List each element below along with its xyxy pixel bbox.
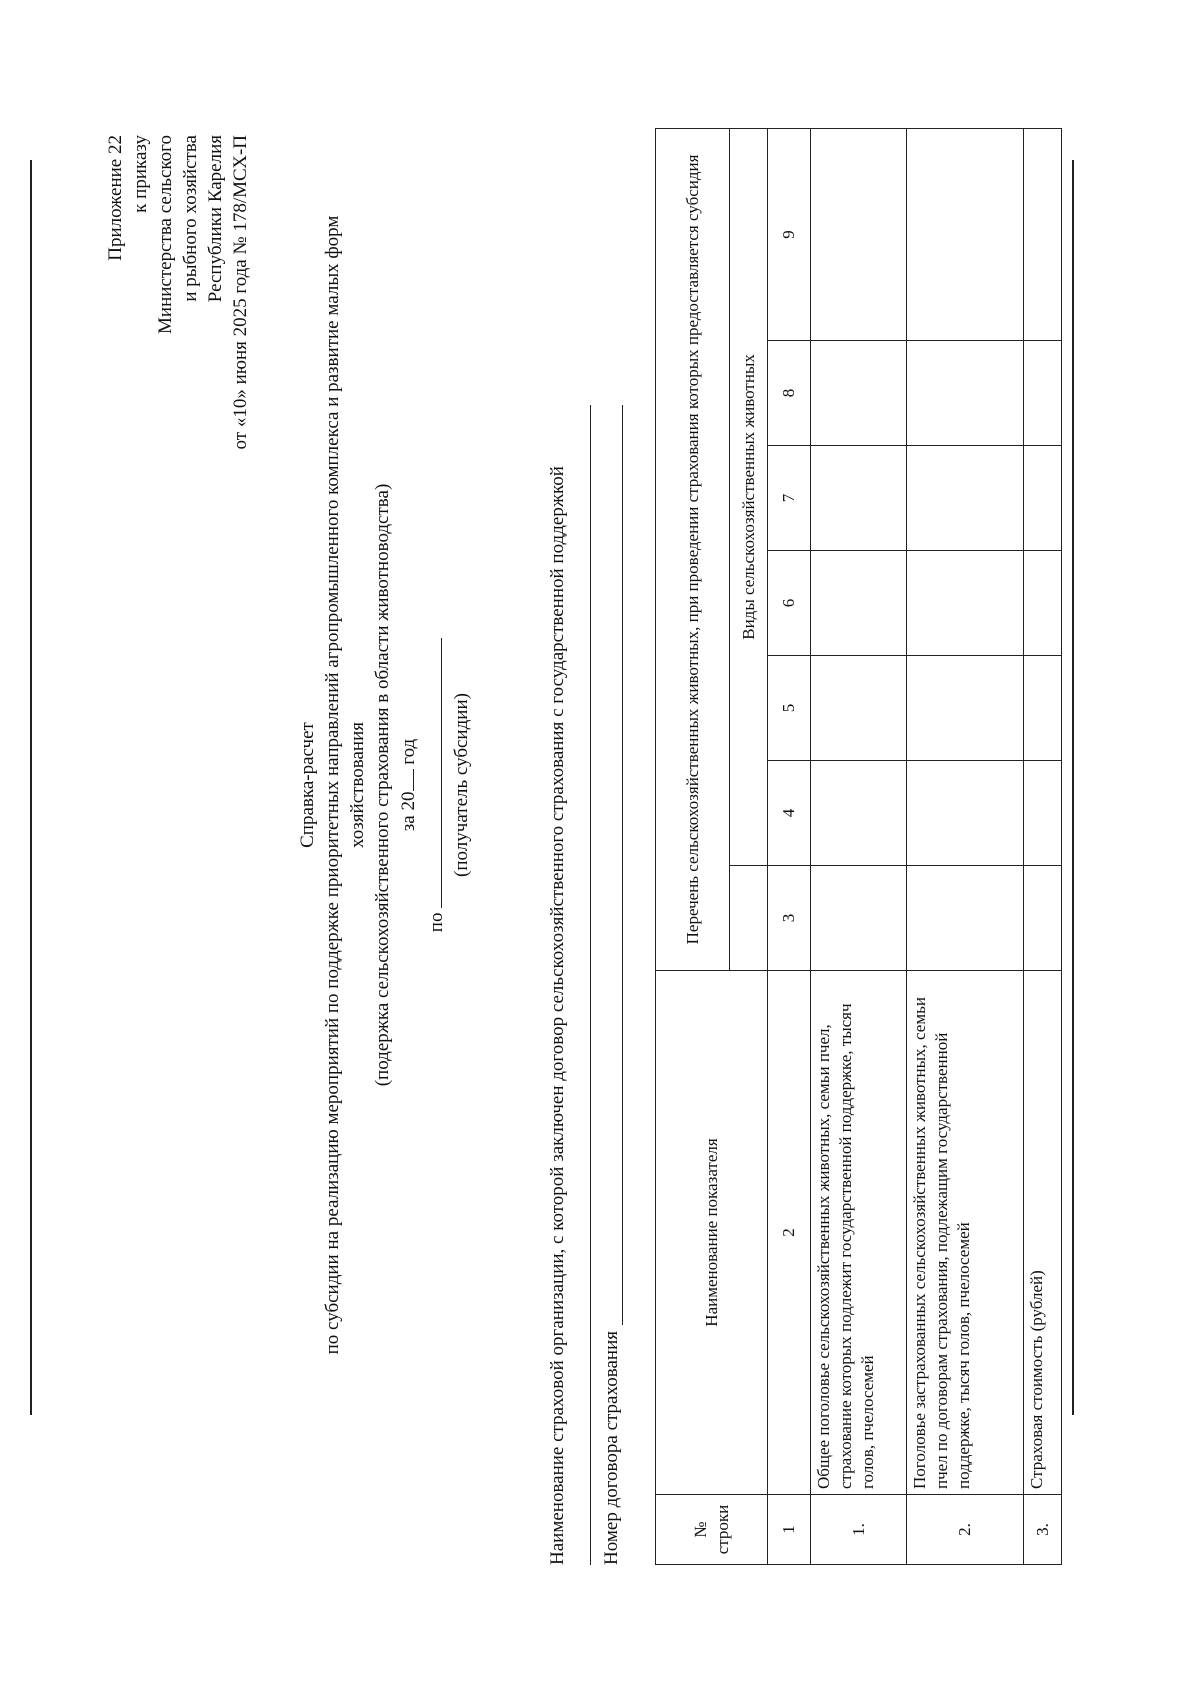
contract-number-label: Номер договора страхования [601, 1331, 622, 1565]
contract-number-line[interactable] [622, 405, 623, 1325]
column-number: 9 [768, 128, 811, 340]
row-number: 2. [907, 1495, 1024, 1565]
calculation-table [655, 128, 1062, 1565]
insurer-name-line[interactable] [590, 405, 591, 1565]
column-number: 5 [768, 656, 811, 761]
table-row [907, 128, 1024, 1564]
column-number: 7 [768, 446, 811, 551]
value-cell[interactable] [907, 128, 1024, 340]
appendix-block [103, 135, 253, 835]
value-cell[interactable] [907, 866, 1024, 971]
po-label: по [426, 912, 447, 933]
recipient-note: (получатель субсидии) [451, 693, 472, 877]
value-cell[interactable] [907, 551, 1024, 656]
value-cell[interactable] [1024, 761, 1062, 866]
document-subtitle: по субсидии на реализацию мероприятий по поддержке приоритетных направлений агропромышленного комплекса и развитие малых форм [322, 215, 343, 1355]
insurer-name-label: Наименование страховой организации, с которой заключен договор сельскохозяйственного страхования с государственной поддержкой [547, 466, 568, 1565]
value-cell[interactable] [1024, 341, 1062, 446]
column-number: 6 [768, 551, 811, 656]
row-number: 3. [1024, 1495, 1062, 1565]
appendix-line: Министерства сельского [155, 135, 176, 334]
rotated-page-content [45, 65, 1175, 1565]
appendix-line: к приказу [130, 135, 151, 213]
value-cell[interactable] [811, 761, 907, 866]
year-prefix: за 20 [398, 791, 419, 832]
column-number: 2 [768, 971, 811, 1495]
value-cell[interactable] [907, 341, 1024, 446]
appendix-line: и рыбного хозяйства [180, 135, 201, 302]
appendix-date: от «10» июня 2025 года № 178/МСХ-П [230, 135, 251, 450]
appendix-number: Приложение 22 [105, 135, 126, 261]
table-row [1024, 128, 1062, 1564]
column-number: 3 [768, 866, 811, 971]
value-cell[interactable] [1024, 866, 1062, 971]
value-cell[interactable] [1024, 656, 1062, 761]
recipient-blank[interactable] [423, 638, 442, 908]
document-purpose: (подержка сельскохозяйственного страхования в области животноводства) [372, 483, 393, 1087]
value-cell[interactable] [811, 341, 907, 446]
indicator-name: Общее поголовье сельскохозяйственных животных, семьи пчел, страхование которых подлежит государственной поддержке, тысяч голов, пчелосемей [811, 971, 907, 1495]
value-cell[interactable] [811, 866, 907, 971]
column-number: 8 [768, 341, 811, 446]
header-animal-types: Виды сельскохозяйственных животных [730, 128, 768, 865]
value-cell[interactable] [811, 446, 907, 551]
appendix-line: Республики Карелия [205, 135, 226, 303]
year-suffix: год [398, 738, 419, 765]
row-number: 1. [811, 1495, 907, 1565]
header-animal-list: Перечень сельскохозяйственных животных, при проведении страхования которых предоставляется субсидия [656, 128, 730, 970]
column-number-row [768, 128, 811, 1564]
year-blank[interactable] [395, 770, 414, 792]
value-cell[interactable] [1024, 128, 1062, 340]
value-cell[interactable] [907, 656, 1024, 761]
value-cell[interactable] [811, 128, 907, 340]
top-border-line [30, 160, 32, 1415]
header-blank-cell [730, 866, 768, 971]
column-number: 1 [768, 1495, 811, 1565]
document-title-block [295, 185, 474, 1385]
indicator-name: Страховая стоимость (рублей) [1024, 971, 1062, 1495]
header-indicator-name: Наименование показателя [656, 971, 768, 1495]
value-cell[interactable] [811, 551, 907, 656]
value-cell[interactable] [907, 446, 1024, 551]
indicator-name: Поголовье застрахованных сельскохозяйственных животных, семьи пчел по договорам страхования, подлежащим государственной поддержке, тысяч голов, пчелосемей [907, 971, 1024, 1495]
header-row-number: № строки [656, 1495, 768, 1565]
table-header-row [656, 128, 730, 1564]
column-number: 4 [768, 761, 811, 866]
value-cell[interactable] [811, 656, 907, 761]
table-row [811, 128, 907, 1564]
value-cell[interactable] [1024, 551, 1062, 656]
value-cell[interactable] [907, 761, 1024, 866]
recipient-line [423, 185, 449, 1385]
document-subtitle-cont: хозяйствования [347, 722, 368, 848]
value-cell[interactable] [1024, 446, 1062, 551]
document-title: Справка-расчет [297, 722, 318, 848]
year-line [395, 185, 421, 1385]
